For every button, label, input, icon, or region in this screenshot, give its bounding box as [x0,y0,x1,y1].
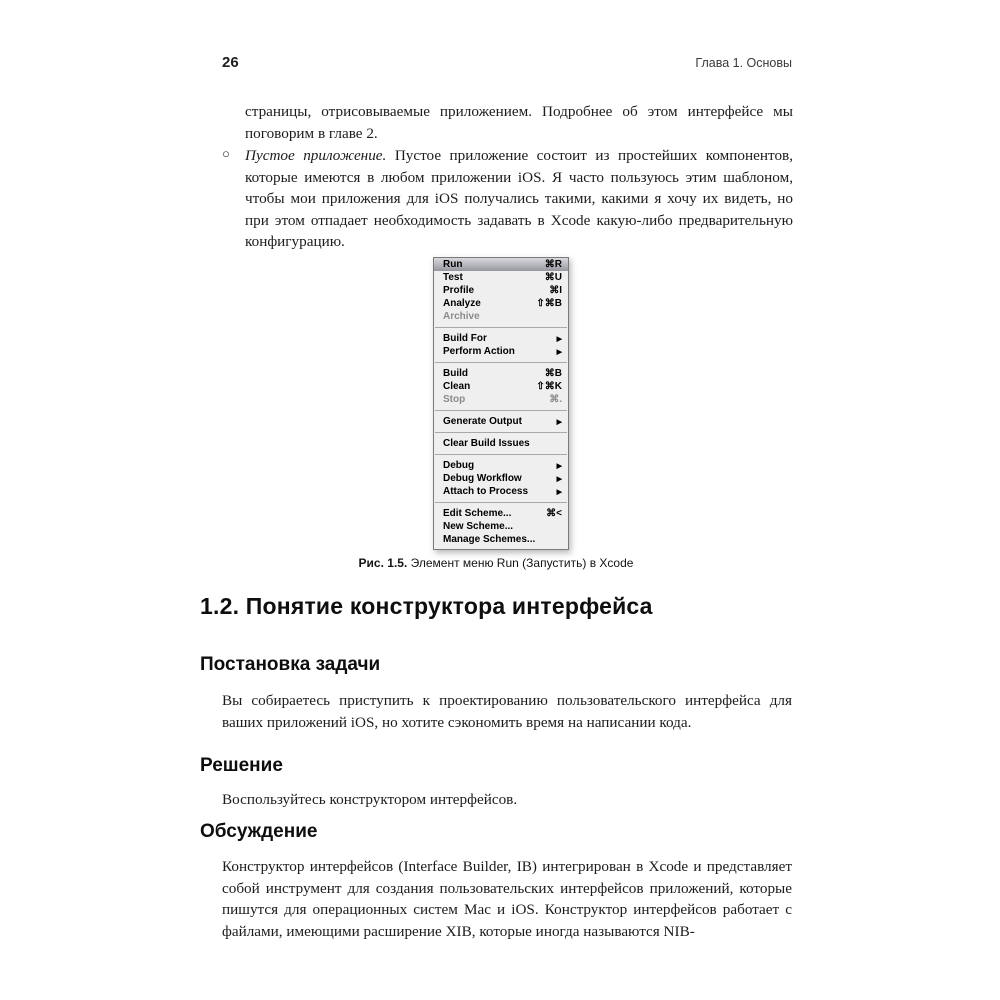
menu-item-label: New Scheme... [443,521,514,532]
menu-separator [435,362,567,363]
menu-item-run [434,258,568,271]
figure-caption-label: Рис. 1.5. [358,556,408,570]
subsection-heading-solution: Решение [200,755,283,776]
bullet-item [222,145,793,253]
menu-item-label: Build For [443,333,487,344]
bullet-marker-icon: ○ [222,146,230,161]
menu-item-build-for [434,332,568,345]
chapter-title: Глава 1. Основы [695,56,792,70]
menu-item-label: Build [443,368,468,379]
menu-item-label: Clear Build Issues [443,438,530,449]
menu-item-build [434,367,568,380]
menu-item-debug [434,459,568,472]
menu-item-shortcut: ⌘I [549,285,562,296]
menu-item-label: Stop [443,394,466,405]
subsection-paragraph-discussion: Конструктор интерфейсов (Interface Builder, IB) интегрирован в Xcode и представляет собой инструмент для создания пользовательских интерфейсов приложений, которые пишутся для операционных систем Mac и iOS. Конструктор интерфейсов работает с файлами, имеющими расширение XIB, которые иногда называются NIB- [222,858,792,940]
subsection-heading-discussion: Обсуждение [200,821,318,842]
menu-item-profile [434,284,568,297]
menu-item-label: Manage Schemes... [443,534,536,545]
menu-item-perform-action [434,345,568,358]
menu-separator [435,502,567,503]
menu-separator [435,432,567,433]
menu-item-shortcut: ⇧⌘B [536,298,562,309]
menu-item-test [434,271,568,284]
subsection-heading-problem: Постановка задачи [200,654,381,675]
page-number: 26 [222,54,239,71]
menu-item-attach-to-process [434,485,568,498]
menu-item-label: Perform Action [443,346,515,357]
menu-separator [435,454,567,455]
subsection-paragraph-solution: Воспользуйтесь конструктором интерфейсов. [222,791,518,808]
submenu-arrow-icon: ▶ [556,475,562,483]
menu-item-clear-build-issues [434,437,568,450]
menu-item-label: Attach to Process [443,486,529,497]
bullet-body-text: Пустое приложение состоит из простейших компонентов, которые имеются в любом приложении iOS. Я часто пользуюсь этим шаблоном, чтобы мои приложения для iOS получались такими, какими я хочу их видеть, но при этом отпадает необходимость задавать в Xcode какую-либо предварительную конфигурацию. [245,147,794,250]
menu-item-shortcut: ⇧⌘K [536,381,562,392]
menu-item-label: Run [443,259,463,270]
submenu-arrow-icon: ▶ [556,488,562,496]
submenu-arrow-icon: ▶ [556,462,562,470]
menu-item-label: Clean [443,381,471,392]
figure-caption [200,556,792,570]
figure-caption-text: Элемент меню Run (Запустить) в Xcode [407,556,634,570]
xcode-run-menu [433,257,569,550]
menu-item-edit-scheme [434,507,568,520]
menu-item-debug-workflow [434,472,568,485]
menu-item-label: Test [443,272,463,283]
menu-item-shortcut: ⌘. [549,394,562,405]
menu-item-manage-schemes [434,533,568,546]
menu-item-analyze [434,297,568,310]
subsection-paragraph-problem: Вы собираетесь приступить к проектированию пользовательского интерфейса для ваших приложений iOS, но хотите сэкономить время на написании кода. [222,692,792,731]
menu-item-shortcut: ⌘U [544,272,562,283]
menu-item-shortcut: ⌘R [544,259,562,270]
menu-separator [435,327,567,328]
bullet-term: Пустое приложение. [245,147,387,164]
menu-item-new-scheme [434,520,568,533]
menu-item-label: Edit Scheme... [443,508,512,519]
intro-paragraph: страницы, отрисовываемые приложением. Подробнее об этом интерфейсе мы поговорим в главе 2. [245,103,793,142]
menu-item-label: Generate Output [443,416,522,427]
menu-item-label: Debug [443,460,475,471]
menu-item-label: Debug Workflow [443,473,522,484]
bullet-text [245,145,793,253]
menu-item-label: Profile [443,285,475,296]
menu-item-label: Analyze [443,298,481,309]
menu-item-archive [434,310,568,323]
section-heading: 1.2. Понятие конструктора интерфейса [200,593,653,619]
menu-item-shortcut: ⌘B [544,368,562,379]
menu-item-clean [434,380,568,393]
menu-separator [435,410,567,411]
submenu-arrow-icon: ▶ [556,348,562,356]
menu-item-generate-output [434,415,568,428]
running-head [222,54,792,71]
menu-item-label: Archive [443,311,480,322]
submenu-arrow-icon: ▶ [556,418,562,426]
menu-item-shortcut: ⌘< [546,508,562,519]
menu-item-stop [434,393,568,406]
submenu-arrow-icon: ▶ [556,335,562,343]
